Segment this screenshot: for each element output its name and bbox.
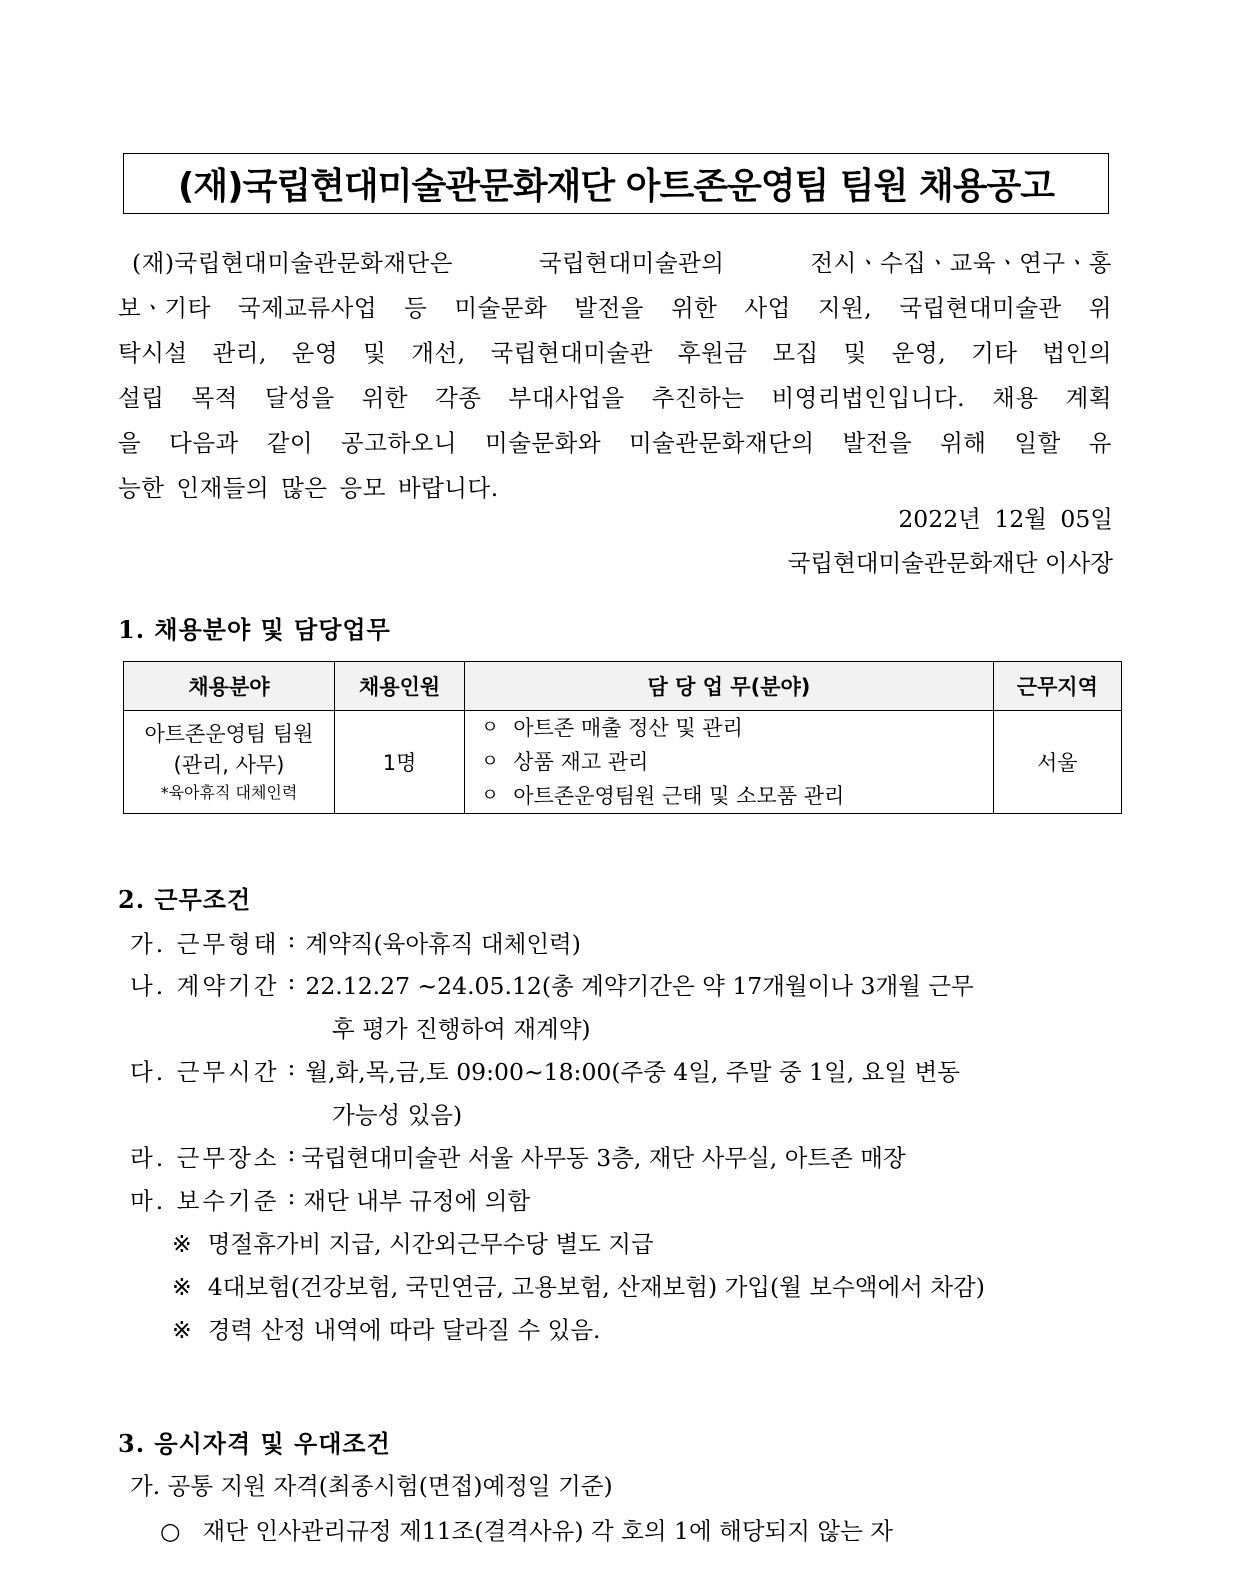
intro-line: 설립 목적 달성을 위한 각종 부대사업을 추진하는 비영리법인입니다. 채용 계획	[118, 384, 1112, 412]
duty-item	[481, 779, 992, 813]
jobs-table	[123, 661, 1122, 814]
circle-bullet-icon: ㅇ	[481, 717, 499, 738]
field-type: (관리, 사무)	[173, 753, 285, 777]
note-text: 경력 산정 내역에 따라 달라질 수 있음.	[207, 1316, 601, 1344]
duty-item	[481, 711, 992, 745]
duty-item	[481, 745, 992, 779]
circle-bullet-icon: ㅇ	[481, 785, 499, 806]
reference-mark-icon: ※	[172, 1273, 192, 1301]
section3-title: 3. 응시자격 및 우대조건	[118, 1429, 391, 1458]
circle-bullet-icon: ○	[160, 1517, 181, 1545]
section1-title: 1. 채용분야 및 담당업무	[118, 615, 391, 644]
condition-value: 국립현대미술관 서울 사무동 3층, 재단 사무실, 아트존 매장	[301, 1144, 906, 1172]
condition-value: 계약직(육아휴직 대체인력)	[305, 930, 581, 958]
separator: :	[287, 967, 296, 995]
duty-text: 아트존 매출 정산 및 관리	[513, 716, 743, 740]
qualification-text: 재단 인사관리규정 제11조(결격사유) 각 호의 1에 해당되지 않는 자	[202, 1517, 893, 1545]
cell-location: 서울	[993, 711, 1121, 814]
intro-line: 을 다음과 같이 공고하오니 미술문화와 미술관문화재단의 발전을 위해 일할 유	[118, 429, 1112, 457]
cell-count: 1명	[334, 711, 464, 814]
condition-label: 마. 보수기준	[130, 1187, 280, 1215]
note-item	[172, 1268, 985, 1302]
condition-item	[130, 925, 581, 959]
duty-text: 상품 재고 관리	[513, 750, 649, 774]
condition-value: 재단 내부 규정에 의함	[303, 1187, 531, 1215]
reference-mark-icon: ※	[172, 1230, 192, 1258]
qualification-item	[160, 1512, 893, 1546]
intro-paragraph	[118, 241, 1112, 511]
cell-duties	[465, 711, 993, 814]
separator: :	[287, 925, 296, 953]
condition-value: 22.12.27 ~24.05.12(총 계약기간은 약 17개월이나 3개월 근무	[305, 972, 974, 1000]
intro-line: 보ㆍ기타 국제교류사업 등 미술문화 발전을 위한 사업 지원, 국립현대미술관 위	[118, 294, 1112, 322]
field-note: *육아휴직 대체인력	[160, 783, 298, 802]
condition-label: 라. 근무장소	[130, 1144, 280, 1172]
note-text: 명절휴가비 지급, 시간외근무수당 별도 지급	[207, 1230, 654, 1258]
signer: 국립현대미술관문화재단 이사장	[787, 549, 1113, 577]
table-row	[124, 711, 1122, 814]
intro-line: (재)국립현대미술관문화재단은 국립현대미술관의 전시ㆍ수집ㆍ교육ㆍ연구ㆍ홍	[132, 249, 1112, 277]
announcement-date: 2022년 12월 05일	[898, 505, 1113, 533]
condition-item	[130, 1053, 960, 1087]
condition-label: 다. 근무시간	[130, 1058, 280, 1086]
header-field: 채용분야	[124, 662, 335, 711]
condition-item	[130, 1139, 906, 1173]
note-item	[172, 1225, 654, 1259]
note-item	[172, 1311, 601, 1345]
page-title: (재)국립현대미술관문화재단 아트존운영팀 팀원 채용공고	[123, 153, 1109, 214]
note-text: 4대보험(건강보험, 국민연금, 고용보험, 산재보험) 가입(월 보수액에서 차감)	[207, 1273, 985, 1301]
qualification-subheading: 가. 공통 지원 자격(최종시험(면접)예정일 기준)	[130, 1472, 613, 1500]
condition-item	[130, 1182, 530, 1216]
condition-continuation: 가능성 있음)	[332, 1101, 463, 1129]
table-header-row	[124, 662, 1122, 711]
condition-label: 나. 계약기간	[130, 972, 280, 1000]
header-location: 근무지역	[993, 662, 1121, 711]
field-name: 아트존운영팀 팀원	[144, 722, 314, 746]
condition-value: 월,화,목,금,토 09:00~18:00(주중 4일, 주말 중 1일, 요일 변동	[305, 1058, 960, 1086]
header-count: 채용인원	[334, 662, 464, 711]
header-duties: 담 당 업 무(분야)	[465, 662, 993, 711]
separator: :	[287, 1139, 296, 1167]
section2-title: 2. 근무조건	[118, 885, 252, 914]
cell-field	[124, 711, 335, 814]
intro-line: 능한 인재들의 많은 응모 바랍니다.	[118, 474, 499, 502]
separator: :	[287, 1053, 296, 1081]
condition-label: 가. 근무형태	[130, 930, 280, 958]
circle-bullet-icon: ㅇ	[481, 751, 499, 772]
separator: :	[287, 1182, 296, 1210]
condition-continuation: 후 평가 진행하여 재계약)	[332, 1015, 591, 1043]
condition-item	[130, 967, 974, 1001]
duty-text: 아트존운영팀원 근태 및 소모품 관리	[513, 784, 845, 808]
intro-line: 탁시설 관리, 운영 및 개선, 국립현대미술관 후원금 모집 및 운영, 기타 법인의	[118, 339, 1112, 367]
reference-mark-icon: ※	[172, 1316, 192, 1344]
